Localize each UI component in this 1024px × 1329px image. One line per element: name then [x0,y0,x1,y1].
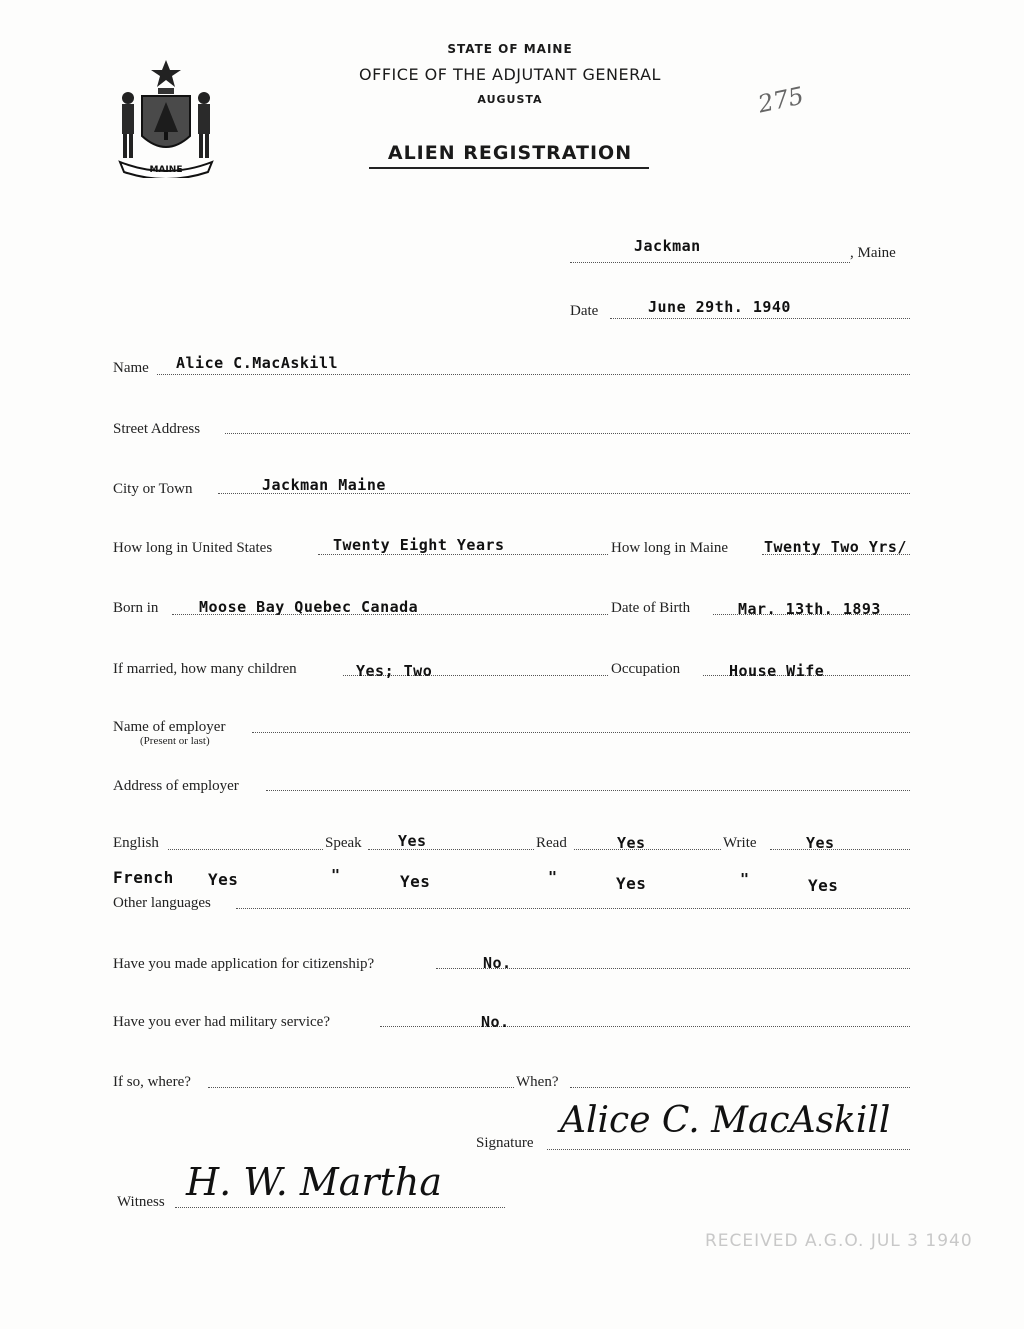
dob-label: Date of Birth [611,600,691,616]
occupation-label: Occupation [611,661,681,677]
french-write-value: Yes [808,876,839,895]
when-label: When? [516,1074,559,1090]
french-read-value: Yes [616,874,647,893]
citizenship-value: No. [483,954,512,972]
file-number-note: 275 [755,81,807,119]
applicant-signature: Alice C. MacAskill [560,1100,891,1141]
date-label: Date [570,303,599,319]
born-label: Born in [113,600,159,616]
military-label: Have you ever had military service? [113,1014,330,1030]
office-heading: OFFICE OF THE ADJUTANT GENERAL [359,65,661,84]
children-value: Yes; Two [356,662,433,680]
form-title: ALIEN REGISTRATION [387,142,633,164]
seal-motto: MAINE [149,165,183,175]
maine-state-seal-icon [112,58,220,178]
french-speak-ditto: " [331,866,341,884]
name-value: Alice C.MacAskill [176,354,339,372]
military-value: No. [481,1013,510,1031]
state-heading: STATE OF MAINE [447,42,573,56]
speak-label: Speak [325,835,362,851]
french-read-ditto: " [548,868,558,886]
town-value: Jackman [634,237,701,255]
name-label: Name [113,360,149,376]
date-value: June 29th. 1940 [648,298,791,316]
employer-sublabel: (Present or last) [140,735,210,747]
write-label: Write [723,835,757,851]
other-languages-label: Other languages [113,895,211,911]
city-label: City or Town [113,481,193,497]
employer-label: Name of employer [113,719,226,735]
signature-label: Signature [476,1135,534,1151]
english-label: English [113,835,159,851]
french-write-ditto: " [740,870,750,888]
street-label: Street Address [113,421,201,437]
where-label: If so, where? [113,1074,191,1090]
born-value: Moose Bay Quebec Canada [199,598,419,616]
city-value: Jackman Maine [262,476,386,494]
children-label: If married, how many children [113,661,297,677]
french-speak-value: Yes [400,872,431,891]
us-time-label: How long in United States [113,540,273,556]
state-suffix: , Maine [850,245,896,261]
form-title-underline [369,167,649,169]
us-time-value: Twenty Eight Years [333,536,505,554]
maine-time-label: How long in Maine [611,540,729,556]
french-label: French [113,868,174,887]
witness-signature: H. W. Martha [186,1160,442,1204]
english-write-value: Yes [806,834,835,852]
employer-address-label: Address of employer [113,778,239,794]
english-speak-value: Yes [398,832,427,850]
english-read-value: Yes [617,834,646,852]
read-label: Read [536,835,567,851]
maine-time-value: Twenty Two Yrs/ [764,538,907,556]
dob-value: Mar. 13th. 1893 [738,600,881,618]
french-value: Yes [208,870,239,889]
city-heading: AUGUSTA [477,93,543,106]
citizenship-label: Have you made application for citizenship? [113,956,375,972]
witness-label: Witness [117,1194,165,1210]
occupation-value: House Wife [729,662,825,680]
received-stamp: RECEIVED A.G.O. JUL 3 1940 [705,1231,973,1251]
